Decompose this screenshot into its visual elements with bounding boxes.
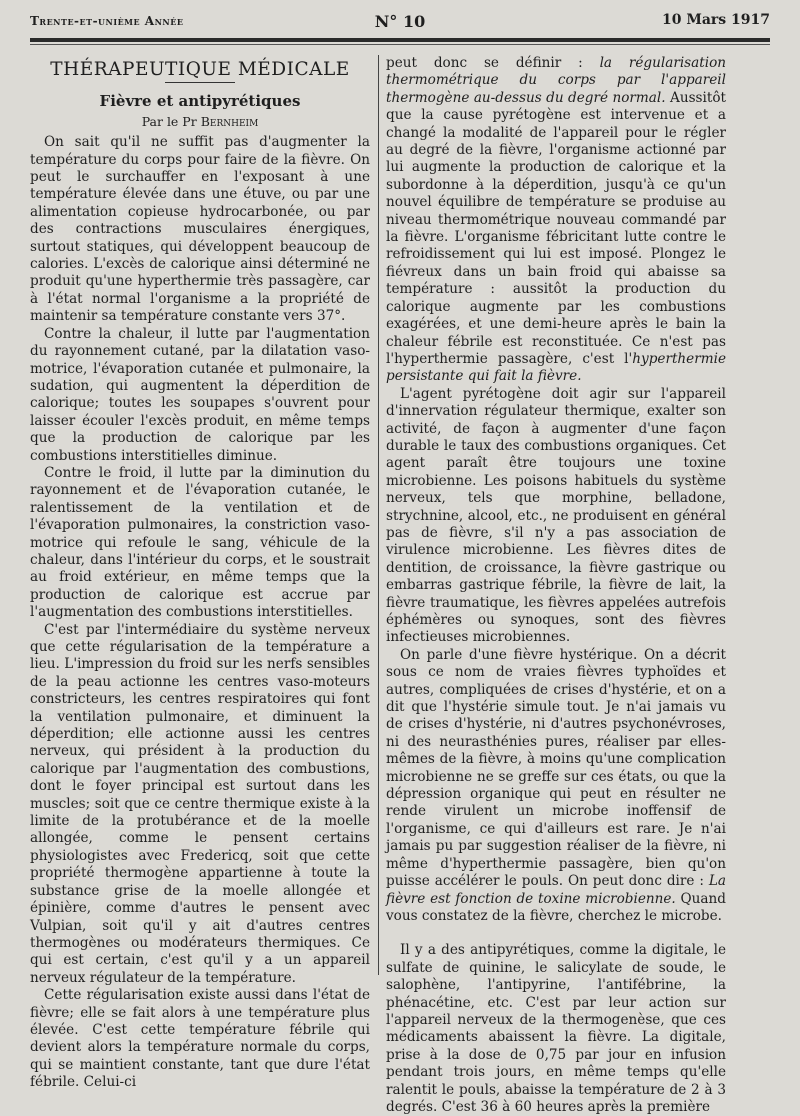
header-year: Trente-et-unième Année	[30, 14, 184, 28]
text-run: Quand vous constatez de la fièvre, cherchez le microbe.	[386, 890, 726, 924]
title-rule	[165, 82, 235, 83]
running-header	[30, 10, 770, 34]
section-title: THÉRAPEUTIQUE MÉDICALE	[50, 59, 350, 80]
paragraph: Contre le froid, il lutte par la diminution du rayonnement et de l'évaporation cutanée, le ralentissement de la ventilation et de l'évaporation pulmonaires, la constriction vaso-motrice qui refoule le sang, véhicule de la chaleur, dans l'intérieur du corps, et le soustrait au froid extérieur, en même temps que la production de calorique est accrue par l'augmentation des combustions interstitielles.	[30, 464, 370, 621]
right-column	[386, 55, 726, 1116]
byline-prefix: Par le Pr	[141, 113, 197, 129]
text-run: Aussitôt que la cause pyrétogène est intervenue et a changé la modalité de l'appareil pour le régler au degré de la fièvre, l'organisme actionné par lui augmente la production de calorique et la subordonne à la déperdition, jusqu'à ce qu'un nouvel équilibre de température se produise au niveau thermométrique nouveau commandé par la fièvre. L'organisme fébricitant lutte contre le refroidissement qui lui est imposé. Plongez le fiévreux dans un bain froid qui abaisse sa température : aussitôt la production du calorique augmente par les combustions exagérées, et une demi-heure après le bain la chaleur fébrile est reconstituée. Ce n'est pas l'hyperthermie passagère, c'est l'	[386, 89, 726, 367]
italic-statement: La fièvre est fonction de toxine microbienne.	[386, 873, 726, 907]
article-byline	[30, 113, 370, 130]
header-date: 10 Mars 1917	[661, 12, 770, 28]
header-rule-thin	[30, 44, 770, 45]
header-issue-number: N° 10	[374, 12, 426, 31]
paragraph: Contre la chaleur, il lutte par l'augmentation du rayonnement cutané, par la dilatation vaso-motrice, l'évaporation cutanée et pulmonaire, la sudation, qui augmentent la déperdition de calorique; toutes les soupapes s'ouvrent pour laisser écouler l'excès produit, en même temps que la production de calorique par les combustions interstitielles diminue.	[30, 325, 370, 464]
byline-author: Bernheim	[200, 113, 259, 129]
italic-definition: la régularisation thermométrique du corps par l'appareil thermogène au-dessus du degré normal.	[386, 55, 727, 106]
paragraph	[386, 55, 726, 386]
article-title: Fièvre et antipyrétiques	[99, 92, 301, 111]
italic-conclusion: hyperthermie persistante qui fait la fièvre.	[386, 350, 726, 385]
paragraph: C'est par l'intermédiaire du système nerveux que cette régularisation de la température a lieu. L'impression du froid sur les nerfs sensibles de la peau actionne les centres vaso-moteurs constricteurs, les centres respiratoires qui font la ventilation pulmonaire, et diminuent la déperdition; elle actionne aussi les centres nerveux, qui président à la production du calorique par l'augmentation des combustions, dont le foyer principal est surtout dans les muscles; soit que ce centre thermique existe à la limite de la protubérance et de la moelle allongée, comme le pensent certains physiologistes avec Fredericq, soit que cette propriété thermogène appartienne à toute la substance grise de la moelle allongée et épinière, comme d'autres le pensent avec Vulpian, soit qu'il y ait d'autres centres thermogènes ou modérateurs thermiques. Ce qui est certain, c'est qu'il y a un appareil nerveux régulateur de la température.	[30, 621, 370, 986]
left-column	[30, 55, 370, 1092]
paragraph: Il y a des antipyrétiques, comme la digitale, le sulfate de quinine, le salicylate de soude, le salophène, l'antipyrine, l'antifébrine, la phénacétine, etc. C'est par leur action sur l'appareil nerveux de la thermogenèse, que ces médicaments abaissent la fièvre. La digitale, prise à la dose de 0,75 par jour en infusion pendant trois jours, en même temps qu'elle ralentit le pouls, abaisse la température de 2 à 3 degrés. C'est 36 à 60 heures après la première	[386, 942, 726, 1115]
paragraph: L'agent pyrétogène doit agir sur l'appareil d'innervation régulateur thermique, exalter son activité, de façon à augmenter d'une façon durable le taux des combustions organiques. Cet agent paraît être toujours une toxine microbienne. Les poisons habituels du système nerveux, tels que morphine, belladone, strychnine, alcool, etc., ne produisent en général pas de fièvre, s'il n'y a pas association de virulence microbienne. Les fièvres dites de dentition, de croissance, la fièvre gastrique ou embarras gastrique fébrile, la fièvre de lait, la fièvre traumatique, les fièvres appelées autrefois éphémères ou synoques, sont des fièvres infectieuses microbiennes.	[386, 385, 726, 646]
paragraph: On sait qu'il ne suffit pas d'augmenter la température du corps pour faire de la fièvre. On peut le surchauffer en l'exposant à une température élevée dans une étuve, ou par une alimentation copieuse hydrocarbonée, ou par des contractions musculaires énergiques, surtout statiques, qui développent beaucoup de calories. L'excès de calorique ainsi déterminé ne produit qu'une hyperthermie très passagère, car à l'état normal l'organisme a la propriété de maintenir sa température constante vers 37°.	[30, 134, 370, 325]
paragraph: Cette régularisation existe aussi dans l'état de fièvre; elle se fait alors à une température plus élevée. C'est cette température fébrile qui devient alors la température normale du corps, qui se maintient constante, tant que dure l'état fébrile. Celui-ci	[30, 987, 370, 1091]
text-run: On parle d'une fièvre hystérique. On a décrit sous ce nom de vraies fièvres typhoïdes et autres, compliquées de crises d'hystérie, et on a dit que l'hystérie simule tout. Je n'ai jamais vu de crises d'hystérie, ni d'autres psychonévroses, ni des neurasthénies pures, réaliser par elles-mêmes de la fièvre, à moins qu'une complication microbienne ne se greffe sur ces états, ou que la dépression organique qui peut en résulter ne rende virulent un microbe inoffensif de l'organisme, ce qui d'ailleurs est rare. Je n'ai jamais pu par suggestion réaliser de la fièvre, ni même d'hyperthermie passagère, bien qu'on puisse accélérer le pouls. On peut donc dire :	[386, 646, 726, 890]
column-divider	[378, 55, 379, 975]
paragraph	[386, 647, 726, 926]
text-run: peut donc se définir :	[386, 55, 600, 71]
header-rule	[30, 38, 770, 42]
